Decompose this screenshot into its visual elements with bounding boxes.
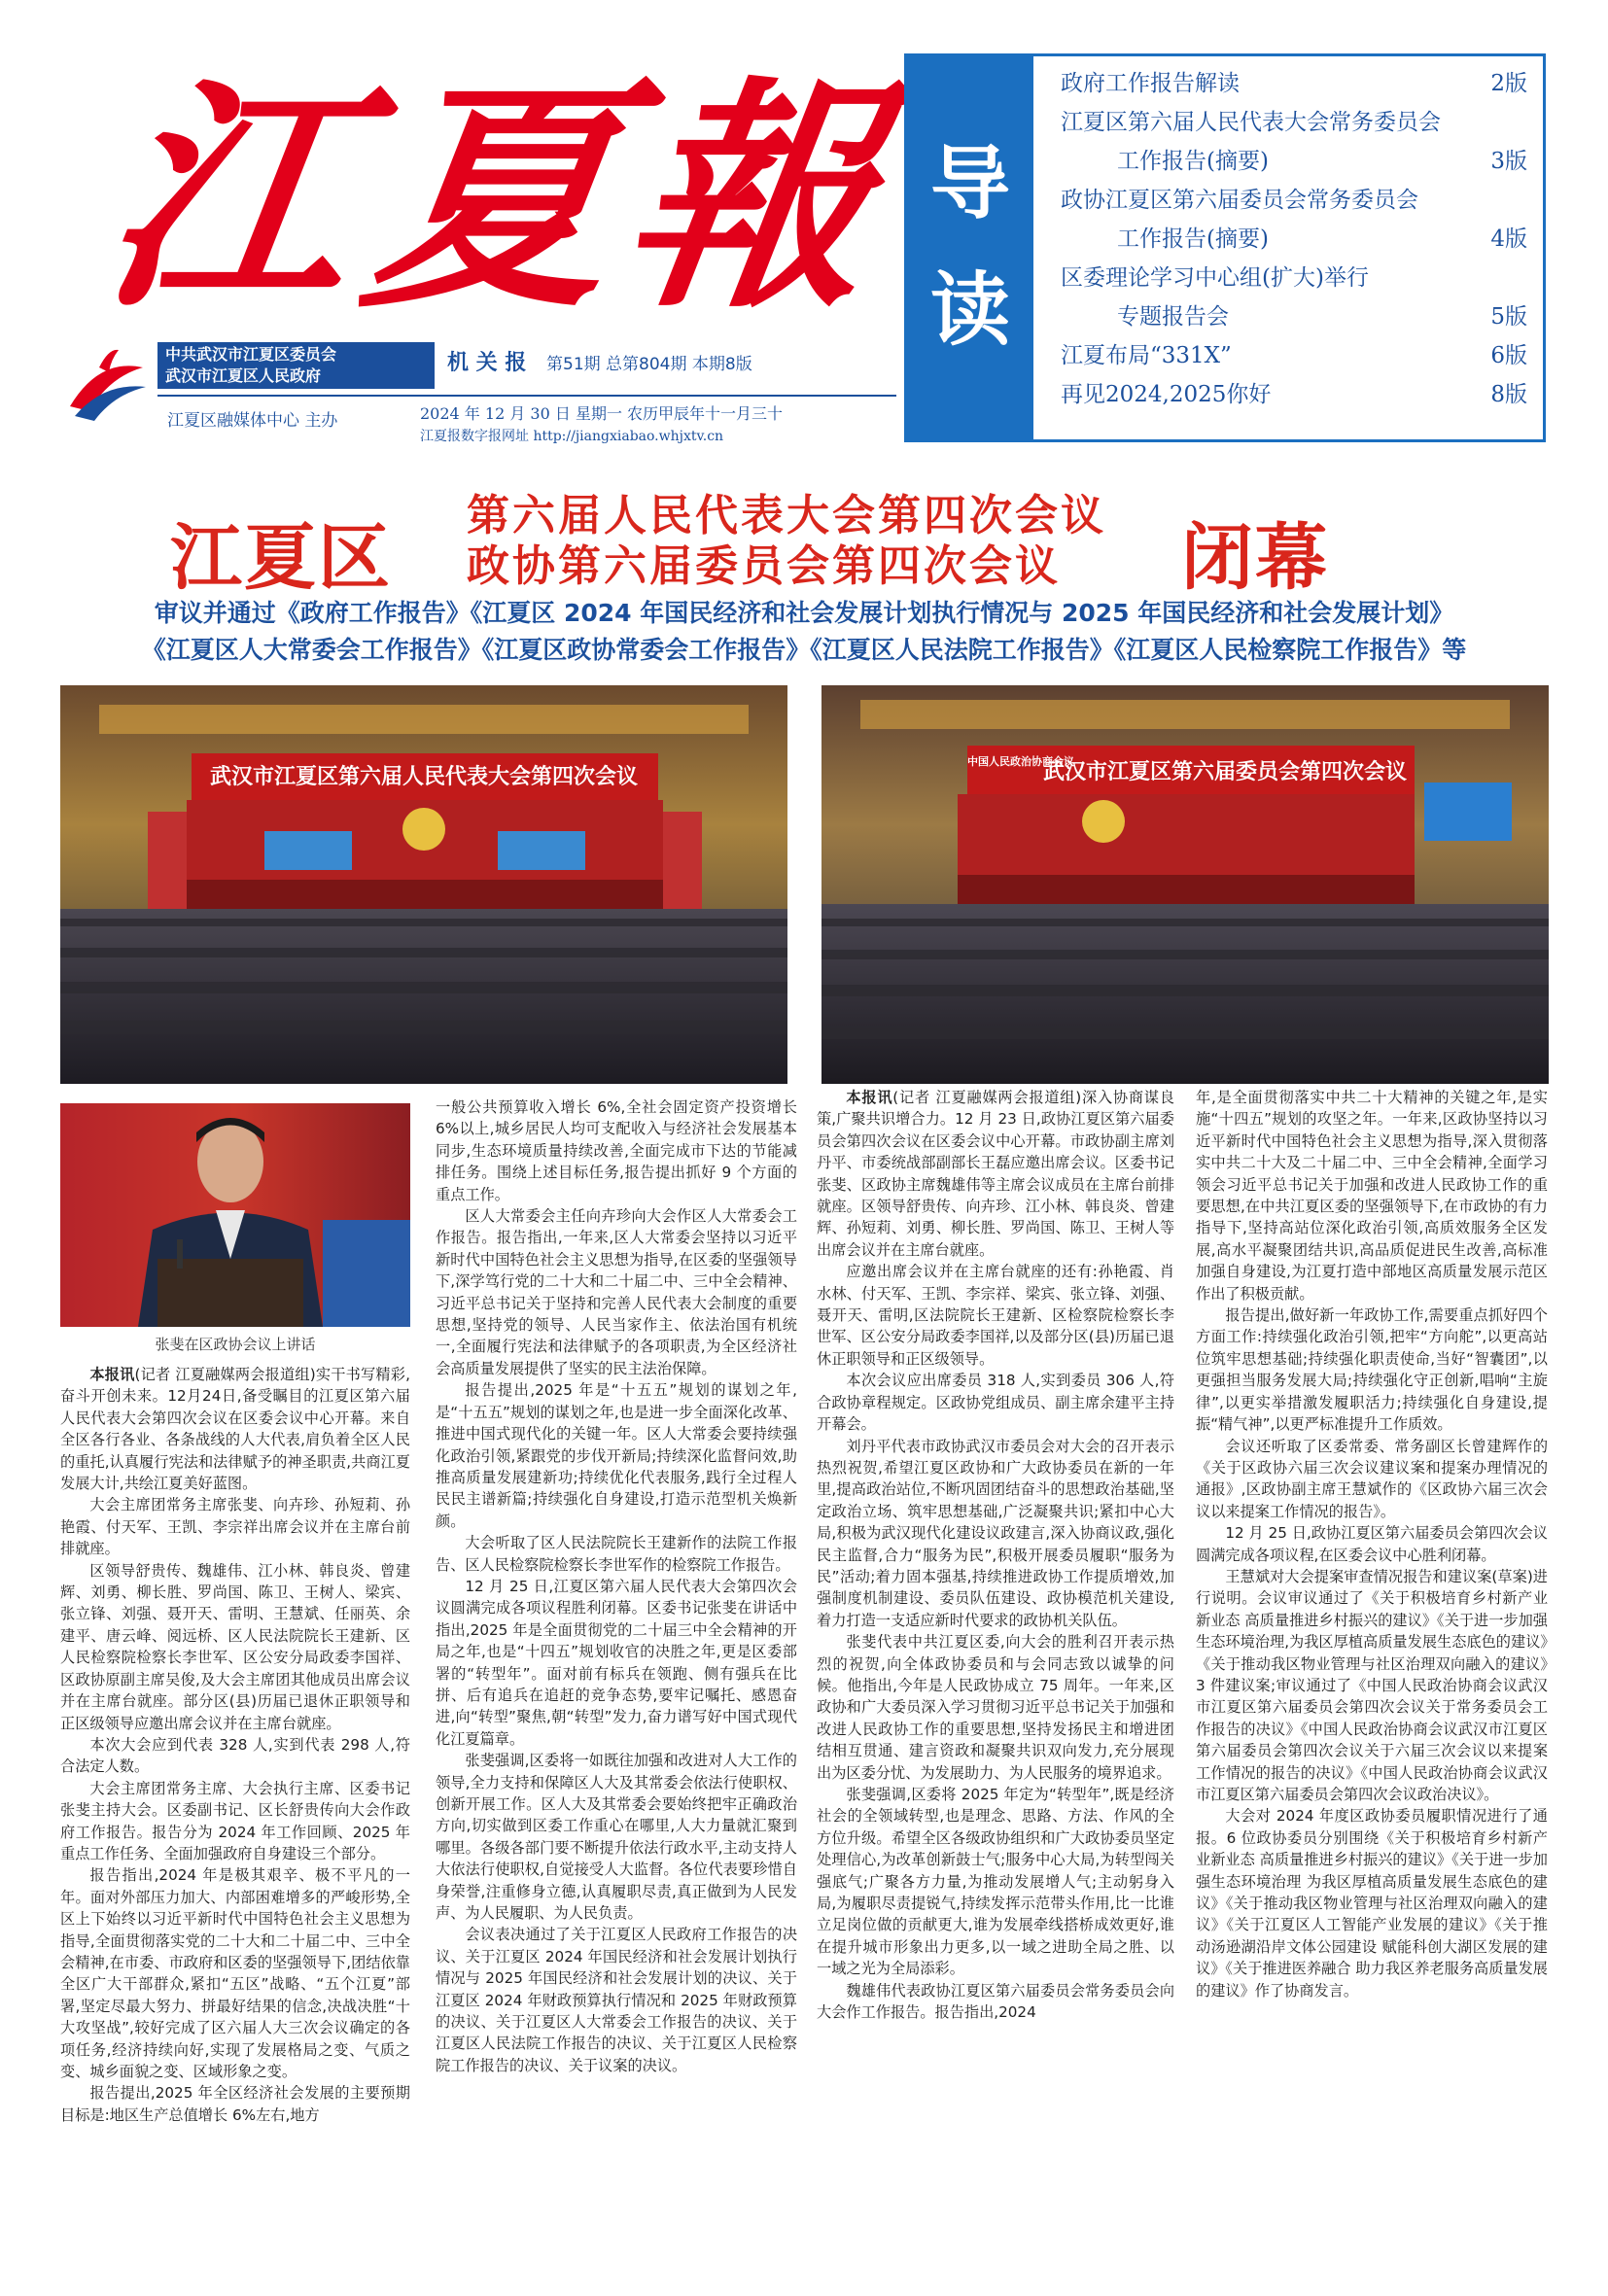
paragraph: [817, 1087, 1174, 1261]
headline-middle: [467, 491, 1106, 592]
paragraph-text: (记者 江夏融媒两会报道组)深入协商谋良策,广聚共识增合力。12 月 23 日,政协江夏区第六届委员会第四次会议在区委会议中心开幕。市政协副主席刘丹平、市委统战部副部长王磊应邀出席会议。区委书记张斐、区政协主席魏雄伟等主席会议成员在主席台前排就座。区领导舒贵传、向卉珍、江小林、韩良炎、曾建辉、孙短莉、刘勇、柳长胜、罗尚国、陈卫、王树人等出席会议并在主席台就座。: [817, 1089, 1174, 1259]
sponsor-organizations: [157, 342, 435, 389]
org-line-1: 中共武汉市江夏区委员会: [165, 345, 337, 364]
article-column-3: [817, 1087, 1174, 2239]
guide-item-title: 区委理论学习中心组(扩大)举行: [1061, 265, 1369, 291]
headline-left: 江夏区: [170, 516, 392, 600]
paragraph: 会议表决通过了关于江夏区人民政府工作报告的决议、关于江夏区 2024 年国民经济和社会发展计划执行情况与 2025 年国民经济和社会发展计划的决议、关于江夏区 2024 年财政预算执行情况和 2025 年财政预算的决议、关于江夏区人大常委会工作报告的决议、关于江夏区人民法院工作报告的决议、关于江夏区人民检察院工作报告的决议、关于议案的决议。: [436, 1926, 797, 2074]
article-column-1: [60, 1364, 410, 2239]
paragraph: 一般公共预算收入增长 6%,全社会固定资产投资增长 6%以上,城乡居民人均可支配收入与经济社会发展基本同步,生态环境质量持续改善,全面完成市下达的节能减排任务。围绕上述目标任务,报告提出抓好 9 个方面的重点工作。: [436, 1098, 797, 1203]
guide-item[interactable]: [1061, 336, 1527, 375]
speaker-image: [60, 1103, 410, 1327]
paragraph: 本次大会应到代表 328 人,实到代表 298 人,符合法定人数。: [60, 1735, 410, 1776]
guide-item-page: 8版: [1490, 382, 1527, 407]
newspaper-title: [88, 54, 892, 367]
guide-list: [1061, 64, 1527, 414]
title-char-1: 江: [88, 54, 372, 340]
guide-label: [907, 56, 1033, 439]
paragraph: 魏雄伟代表政协江夏区第六届委员会常务委员会向大会作工作报告。报告指出,2024: [817, 1981, 1174, 2022]
guide-item-page: 4版: [1490, 226, 1527, 252]
guide-item[interactable]: [1061, 181, 1527, 259]
guide-item[interactable]: [1061, 64, 1527, 103]
paragraph: 年,是全面贯彻落实中共二十大精神的关键之年,是实施“十四五”规划的攻坚之年。一年来,区政协坚持以习近平新时代中国特色社会主义思想为指导,深入贯彻落实中共二十大及二十届二中、三中全会精神,全面学习领会习近平总书记关于加强和改进人民政协工作的重要思想,在中共江夏区委的坚强领导下,在市政协的有力指导下,坚持高站位深化政治引领,高质效服务全区发展,高水平凝聚团结共识,高品质促进民生改善,高标准加强自身建设,为江夏打造中部地区高质量发展示范区作出了积极贡献。: [1196, 1089, 1548, 1303]
guide-item-subtitle: 工作报告(摘要): [1117, 149, 1269, 174]
main-headline: [170, 491, 1453, 600]
paragraph-text: (记者 江夏融媒两会报道组)实干书写精彩,奋斗开创未来。12月24日,备受瞩目的江夏区第六届人民代表大会第四次会议在区委会议中心开幕。来自全区各行各业、各条战线的人大代表,肩负着全区人民的重托,认真履行宪法和法律赋予的神圣职责,共商江夏发展大计,共绘江夏美好蓝图。: [60, 1366, 410, 1493]
paper-type: 机 关 报: [447, 351, 527, 375]
publication-date: 2024 年 12 月 30 日 星期一 农历甲辰年十一月三十: [420, 404, 784, 423]
paragraph: 大会听取了区人民法院院长王建新作的法院工作报告、区人民检察院检察长李世军作的检察院工作报告。: [436, 1534, 797, 1574]
guide-item-page: 6版: [1490, 343, 1527, 368]
media-center-emblem-icon: [60, 338, 153, 431]
paragraph: 12 月 25 日,政协江夏区第六届委员会第四次会议圆满完成各项议程,在区委会议中心胜利闭幕。: [1196, 1524, 1548, 1564]
paragraph: 本次会议应出席委员 318 人,实到委员 306 人,符合政协章程规定。区政协党组成员、副主席余建平主持开幕会。: [817, 1372, 1174, 1434]
paragraph: 张斐强调,区委将一如既往加强和改进对人大工作的领导,全力支持和保障区人大及其常委会依法行使职权、创新开展工作。区人大及其常委会要始终把牢正确政治方向,切实做到区委工作重心在哪里,人大力量就汇聚到哪里。各级各部门要不断提升依法行政水平,主动支持人大依法行使职权,自觉接受人大监督。各位代表要珍惜自身荣誉,注重修身立德,认真履职尽责,真正做到为人民发声、为人民履职、为人民负责。: [436, 1752, 797, 1923]
paragraph: 报告指出,2024 年是极其艰辛、极不平凡的一年。面对外部压力加大、内部困难增多的严峻形势,全区上下始终以习近平新时代中国特色社会主义思想为指导,全面贯彻落实党的二十大和二十届二中、三中全会精神,在市委、市政府和区委的坚强领导下,团结依靠全区广大干部群众,紧扣“五区”战略、“五个江夏”部署,坚定尽最大努力、拼最好结果的信念,决战决胜“十大攻坚战”,较好完成了区六届人大三次会议确定的各项任务,经济持续向好,实现了发展格局之变、气质之变、城乡面貌之变、区域形象之变。: [60, 1866, 410, 2080]
subheadline-line-1: 审议并通过《政府工作报告》《江夏区 2024 年国民经济和社会发展计划执行情况与 2025 年国民经济和社会发展计划》: [154, 599, 1454, 627]
npc-session-photo: [60, 685, 787, 1084]
paragraph: 报告提出,2025 年是“十五五”规划的谋划之年,是“十五五”规划的谋划之年,也是进一步全面深化改革、推进中国式现代化的关键一年。区人大常委会要持续强化政治引领,紧跟党的步伐开新局;持续深化监督问效,助推高质量发展建新功;持续优化代表服务,践行全过程人民民主谱新篇;持续强化自身建设,打造示范型机关焕新颜。: [436, 1381, 797, 1530]
guide-item[interactable]: [1061, 375, 1527, 414]
paragraph: 王慧斌对大会提案审查情况报告和建议案(草案)进行说明。会议审议通过了《关于积极培育乡村新产业新业态 高质量推进乡村振兴的建议》《关于进一步加强生态环境治理,为我区厚植高质量发展生态底色的建议》《关于推动我区物业管理与社区治理双向融入的建议》3 件建议案;审议通过了《中国人民政治协商会议武汉市江夏区第六届委员会第四次会议关于常务委员会工作报告的决议》《中国人民政治协商会议武汉市江夏区第六届委员会第四次会议关于六届三次会议以来提案工作情况的报告的决议》《中国人民政治协商会议武汉市江夏区第六届委员会第四次会议政治决议》。: [1196, 1567, 1548, 1803]
guide-label-char-1: 导: [929, 138, 1010, 230]
cppcc-hall-image: [821, 685, 1549, 1084]
guide-item[interactable]: [1061, 259, 1527, 336]
paragraph: 应邀出席会议并在主席台就座的还有:孙艳霞、肖水林、付天军、王凯、李宗祥、梁宾、张立锋、刘强、聂开天、雷明,区法院院长王建新、区检察院检察长李世军、区公安分局政委李国祥,以及部分区(县)历届已退休正职领导和正区级领导。: [817, 1263, 1174, 1368]
masthead-info: [60, 338, 887, 504]
paragraph: 刘丹平代表市政协武汉市委员会对大会的召开表示热烈祝贺,希望江夏区政协和广大政协委员在新的一年里,提高政治站位,不断巩固团结奋斗的思想政治基础,坚定政治立场、筑牢思想基础,广泛凝聚共识;紧扣中心大局,积极为武汉现代化建设议政建言,深入协商议政,强化民主监督,合力“服务为民”,积极开展委员履职“服务为民”活动;着力固本强基,持续推进政协工作提质增效,加强制度机制建设、委员队伍建设、政协模范机关建设,着力打造一支适应新时代要求的政协机关队伍。: [817, 1437, 1174, 1629]
headline-right: 闭幕: [1181, 516, 1329, 600]
left-photo-banner: 武汉市江夏区第六届人民代表大会第四次会议: [209, 765, 639, 789]
guide-item-page: 3版: [1490, 149, 1527, 174]
guide-item-subtitle: 专题报告会: [1117, 304, 1229, 330]
guide-item-title: 政协江夏区第六届委员会常务委员会: [1061, 188, 1418, 213]
paragraph: 区人大常委会主任向卉珍向大会作区人大常委会工作报告。报告指出,一年来,区人大常委会坚持以习近平新时代中国特色社会主义思想为指导,在区委的坚强领导下,深学笃行党的二十大和二十届二中、三中全会精神、习近平总书记关于坚持和完善人民代表大会制度的重要思想,坚持党的领导、人民当家作主、依法治国有机统一,全面履行宪法和法律赋予的各项职责,为全区经济社会高质量发展提供了坚实的民主法治保障。: [436, 1207, 797, 1377]
subheadline-line-2: 《江夏区人大常委会工作报告》《江夏区政协常委会工作报告》《江夏区人民法院工作报告》《江夏区人民检察院工作报告》等: [141, 636, 1467, 664]
dateline-tag: 本报讯: [89, 1366, 135, 1383]
paragraph: 会议还听取了区委常委、常务副区长曾建辉作的《关于区政协六届三次会议建议案和提案办理情况的通报》,区政协副主席王慧斌作的《区政协六届三次会议以来提案工作情况的报告》。: [1196, 1437, 1548, 1520]
paragraph: 张斐代表中共江夏区委,向大会的胜利召开表示热烈的祝贺,向全体政协委员和与会同志致以诚挚的问候。他指出,今年是人民政协成立 75 周年。一年来,区政协和广大委员深入学习贯彻习近平总书记关于加强和改进人民政协工作的重要思想,坚持发扬民主和增进团结相互贯通、建言资政和凝聚共识双向发力,充分展现出为区委分忧、为发展助力、为人民服务的境界追求。: [817, 1633, 1174, 1782]
title-char-3: 報: [609, 54, 892, 340]
guide-box: [904, 53, 1546, 442]
paragraph: 大会主席团常务主席张斐、向卉珍、孙短莉、孙艳霞、付天军、王凯、李宗祥出席会议并在主席台前排就座。: [60, 1496, 410, 1558]
headline-mid-line-2: 政协第六届委员会第四次会议: [467, 541, 1061, 591]
paragraph: 区领导舒贵传、魏雄伟、江小林、韩良炎、曾建辉、刘勇、柳长胜、罗尚国、陈卫、王树人、梁宾、张立锋、刘强、聂开天、雷明、王慧斌、任丽英、余建平、唐云峰、阅远桥、区人民法院院长王建新、区人民检察院检察长李世军、区公安分局政委李国祥、区政协原副主席吴俊,及大会主席团其他成员出席会议并在主席台就座。部分区(县)历届已退休正职领导和正区级领导应邀出席会议并在主席台就座。: [60, 1561, 410, 1732]
guide-item-title: 再见2024,2025你好: [1061, 382, 1272, 407]
guide-item-page: 2版: [1490, 71, 1527, 96]
guide-item[interactable]: [1061, 103, 1527, 181]
right-photo-banner: 武汉市江夏区第六届委员会第四次会议: [1042, 760, 1408, 784]
issue-number: 第51期 总第804期 本期8版: [546, 355, 752, 374]
info-divider: [157, 395, 896, 397]
right-photo-banner-prefix: 中国人民政治协商会议: [967, 755, 1074, 768]
org-line-2: 武汉市江夏区人民政府: [165, 366, 322, 385]
paragraph: 大会主席团常务主席、大会执行主席、区委书记张斐主持大会。区委副书记、区长舒贵传向大会作政府工作报告。报告分为 2024 年工作回顾、2025 年重点工作任务、全面加强政府自身建设三个部分。: [60, 1779, 410, 1862]
portrait-caption: 张斐在区政协会议上讲话: [155, 1336, 316, 1353]
cppcc-session-photo: [821, 685, 1549, 1084]
paragraph: 报告提出,2025 年全区经济社会发展的主要预期目标是:地区生产总值增长 6%左右,地方: [60, 2084, 410, 2124]
guide-item-page: 5版: [1490, 304, 1527, 330]
guide-item-title: 江夏布局“331X”: [1061, 343, 1232, 368]
guide-item-title: 政府工作报告解读: [1061, 71, 1240, 96]
host-organization: 江夏区融媒体中心 主办: [167, 411, 338, 431]
dateline-tag: 本报讯: [846, 1089, 893, 1106]
npc-hall-image: [60, 685, 787, 1084]
speaker-portrait-photo: [60, 1103, 410, 1327]
paragraph: 12 月 25 日,江夏区第六届人民代表大会第四次会议圆满完成各项议程胜利闭幕。区委书记张斐在讲话中指出,2025 年是全面贯彻党的二十届三中全会精神的开局之年,也是“十四五”规划收官的决胜之年,更是区委部署的“转型年”。面对前有标兵在领跑、侧有强兵在比拼、后有追兵在追赶的竞争态势,要牢记嘱托、感恩奋进,向“转型”聚焦,朝“转型”发力,奋力谱写好中国式现代化江夏篇章。: [436, 1577, 797, 1748]
title-char-2: 夏: [351, 54, 635, 340]
headline-mid-line-1: 第六届人民代表大会第四次会议: [467, 491, 1106, 540]
guide-item-title: 江夏区第六届人民代表大会常务委员会: [1061, 110, 1441, 135]
article-column-4: [1196, 1087, 1548, 2239]
subheadline: [0, 595, 1608, 669]
paragraph: 报告提出,做好新一年政协工作,需要重点抓好四个方面工作:持续强化政治引领,把牢“方向舵”,以更高站位筑牢思想基础;持续强化职责使命,当好“智囊团”,以更强担当服务发展大局;持续强化守正创新,唱响“主旋律”,以更实举措激发履职活力;持续强化自身建设,提振“精气神”,以更严标准提升工作质效。: [1196, 1306, 1548, 1434]
paragraph: 大会对 2024 年度区政协委员履职情况进行了通报。6 位政协委员分别围绕《关于积极培育乡村新产业新业态 高质量推进乡村振兴的建议》《关于进一步加强生态环境治理 为我区厚植高质量发展生态底色的建议》《关于推动我区物业管理与社区治理双向融入的建议》《关于江夏区人工智能产业发展的建议》《关于推动汤逊湖沿岸文体公园建设 赋能科创大湖区发展的建议》《关于推进医养融合 助力我区养老服务高质量发展的建议》作了协商发言。: [1196, 1807, 1548, 2000]
guide-label-char-2: 读: [929, 264, 1010, 357]
masthead: [60, 47, 892, 465]
guide-item-subtitle: 工作报告(摘要): [1117, 226, 1269, 252]
paragraph: 张斐强调,区委将 2025 年定为“转型年”,既是经济社会的全领域转型,也是理念、思路、方法、作风的全方位升级。希望全区各级政协组织和广大政协委员坚定处理信心,为改革创新鼓士气;服务中心大局,为转型闯关强底气;广聚各方力量,为推动发展增人气;主动躬身入局,为履职尽责提锐气,持续发挥示范带头作用,比一比谁立足岗位做的贡献更大,谁为发展牵线搭桥成效更好,谁在提升城市形象出力更多,以一域之进助全局之胜、以一域之光为全局添彩。: [817, 1786, 1174, 1978]
article-column-2: [436, 1096, 797, 2239]
digital-edition-url: 江夏报数字报网址 http://jiangxiabao.whjxtv.cn: [420, 429, 724, 444]
paragraph: [60, 1364, 410, 1494]
